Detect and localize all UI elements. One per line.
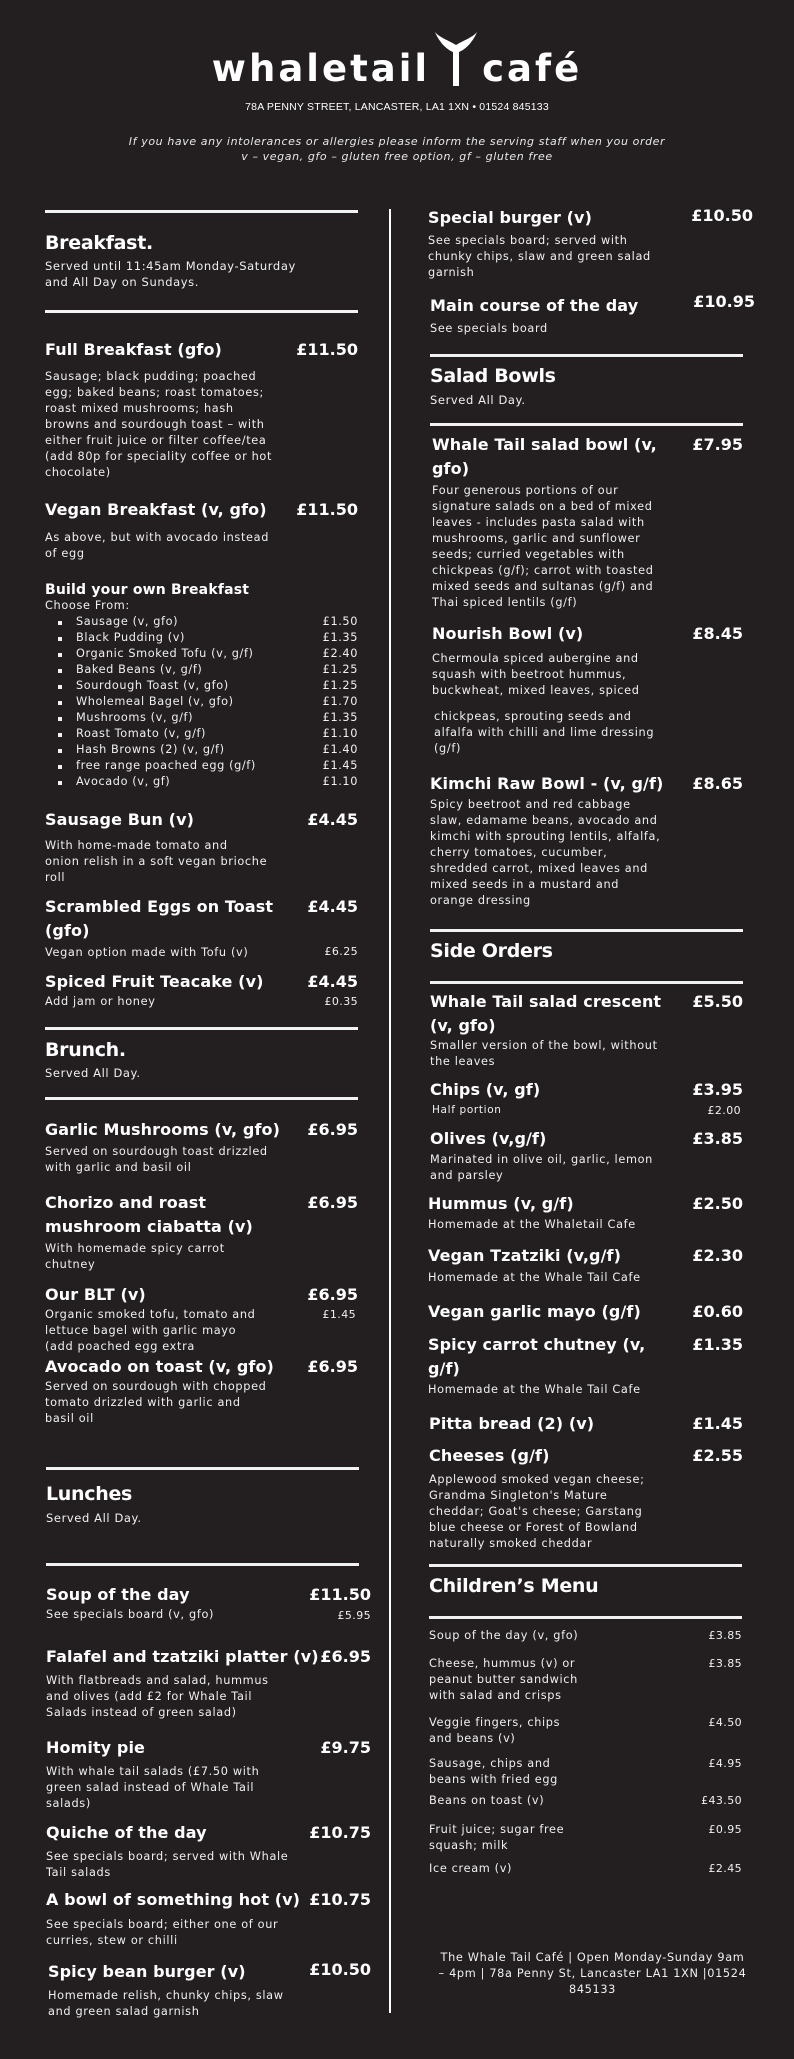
item-name: Nourish Bowl (v) (432, 624, 584, 643)
item-name-cont: mushroom ciabatta (v) (45, 1217, 253, 1236)
kids-item-name: Ice cream (v) (429, 1862, 513, 1875)
menu-item-homity-pie (46, 1736, 371, 1812)
item-price: £6.95 (307, 1120, 358, 1139)
menu-item-hummus (428, 1192, 743, 1233)
item-price: £9.75 (320, 1738, 371, 1757)
item-name: Kimchi Raw Bowl - (v, g/f) (430, 774, 664, 793)
kids-item-name: Soup of the day (v, gfo) (429, 1629, 579, 1642)
item-name: Hummus (v, g/f) (428, 1194, 574, 1213)
divider (430, 423, 743, 426)
menu-item-soup (46, 1583, 371, 1623)
item-name: Main course of the day (430, 296, 639, 315)
item-price: £2.50 (692, 1194, 743, 1213)
divider (429, 1616, 742, 1619)
item-name: Whale Tail salad crescent (430, 992, 662, 1011)
kids-item (429, 1656, 742, 1704)
item-price: £6.95 (307, 1285, 358, 1304)
item-price: £3.85 (692, 1129, 743, 1148)
item-description: See specials board; either one of our curries, stew or chilli (46, 1918, 279, 1947)
kids-item-name: Fruit juice; sugar free squash; milk (429, 1823, 565, 1852)
item-name: A bowl of something hot (v) (46, 1890, 301, 1909)
build-options-list (45, 614, 358, 790)
extra-price: £0.35 (324, 995, 358, 1008)
item-price: £6.95 (307, 1193, 358, 1212)
menu-item-vegan-tzatziki (428, 1244, 743, 1286)
item-description: See specials board; served with Whale Tail salads (46, 1850, 289, 1879)
item-name-cont: g/f) (428, 1359, 460, 1378)
item-price: £1.35 (692, 1335, 743, 1354)
build-option: Black Pudding (v) £1.35 (45, 630, 358, 646)
item-name: Our BLT (v) (45, 1285, 146, 1304)
kids-item (429, 1822, 742, 1854)
item-name: Special burger (v) (428, 208, 593, 227)
menu-item-avocado-toast (45, 1355, 358, 1427)
item-price: £2.55 (692, 1446, 743, 1465)
column-divider (389, 209, 391, 2013)
item-price: £6.95 (307, 1357, 358, 1376)
item-name: Full Breakfast (gfo) (45, 340, 222, 359)
item-name: Soup of the day (46, 1585, 190, 1604)
item-extra: Add jam or honey (45, 995, 156, 1008)
menu-item-garlic-mushrooms (45, 1118, 358, 1176)
menu-item-bowl-something-hot (46, 1888, 371, 1949)
item-description: Homemade at the Whale Tail Cafe (428, 1383, 641, 1396)
item-description: With whale tail salads (£7.50 with green salad instead of Whale Tail salads) (46, 1765, 260, 1810)
build-your-own-breakfast (45, 582, 358, 790)
menu-item-special-burger (428, 206, 753, 281)
item-name-cont: (gfo) (45, 921, 90, 940)
divider (430, 929, 743, 932)
kids-item-name: Cheese, hummus (v) or peanut butter sandwich with salad and crisps (429, 1657, 578, 1702)
footer-line: 845133 (568, 1983, 617, 1996)
item-price: £10.95 (693, 292, 755, 311)
item-price: £4.45 (307, 972, 358, 991)
item-name: Garlic Mushrooms (v, gfo) (45, 1120, 281, 1139)
item-description: As above, but with avocado instead of egg (45, 531, 270, 560)
kids-item-price: £3.85 (708, 1629, 742, 1642)
build-option: Avocado (v, gf) £1.10 (45, 774, 358, 790)
item-price: £10.50 (691, 206, 753, 225)
footer-line: The Whale Tail Café | Open Monday-Sunday 9am (440, 1951, 745, 1964)
extra-price: £6.25 (324, 945, 358, 958)
item-price: £8.45 (692, 624, 743, 643)
menu-item-blt (45, 1283, 358, 1355)
item-name: Vegan Tzatziki (v,g/f) (428, 1246, 622, 1265)
item-name: Vegan Breakfast (v, gfo) (45, 500, 267, 519)
section-title-brunch: Brunch. (45, 1039, 126, 1061)
item-extra: Vegan option made with Tofu (v) (45, 946, 249, 959)
divider (46, 1467, 359, 1470)
item-description: Served on sourdough with chopped tomato drizzled with garlic and basil oil (45, 1380, 267, 1425)
footer-line: – 4pm | 78a Penny St, Lancaster LA1 1XN |01524 (438, 1967, 747, 1980)
item-name: Falafel and tzatziki platter (v) (46, 1647, 319, 1666)
item-name: Olives (v,g/f) (430, 1129, 547, 1148)
section-subtitle-lunches: Served All Day. (46, 1511, 142, 1525)
kids-item-name: Beans on toast (v) (429, 1794, 545, 1807)
kids-item-price: £2.45 (708, 1862, 742, 1875)
item-price: £10.75 (309, 1890, 371, 1909)
item-description: Smaller version of the bowl, without the leaves (430, 1039, 658, 1068)
menu-item-vegan-breakfast (45, 498, 358, 562)
logo (0, 40, 794, 90)
build-option: Sausage (v, gfo) £1.50 (45, 614, 358, 630)
extra-price: £5.95 (337, 1609, 371, 1622)
logo-text-whaletail: whaletail (211, 47, 431, 90)
item-name: Vegan garlic mayo (g/f) (428, 1302, 641, 1321)
item-description: With home-made tomato and onion relish in a soft vegan brioche roll (45, 839, 268, 884)
section-title-salad-bowls: Salad Bowls (430, 365, 556, 387)
menu-item-pitta-bread (429, 1412, 743, 1436)
item-name: Quiche of the day (46, 1823, 207, 1842)
kids-item (429, 1861, 742, 1877)
item-name: Chips (v, gf) (430, 1080, 541, 1099)
item-name: Homity pie (46, 1738, 145, 1757)
menu-item-chips (430, 1078, 743, 1118)
divider (45, 1027, 358, 1030)
item-description: With homemade spicy carrot chutney (45, 1242, 225, 1271)
section-subtitle-brunch: Served All Day. (45, 1066, 141, 1080)
menu-item-kimchi-raw-bowl (430, 772, 743, 909)
menu-item-cheeses (429, 1444, 743, 1552)
item-price: £2.30 (692, 1246, 743, 1265)
item-description-cont: chickpeas, sprouting seeds and alfalfa with chilli and lime dressing (g/f) (434, 710, 655, 755)
section-title-childrens-menu: Children’s Menu (429, 1575, 599, 1597)
item-name: Spiced Fruit Teacake (v) (45, 972, 264, 991)
build-option: Baked Beans (v, g/f) £1.25 (45, 662, 358, 678)
item-description: See specials board (430, 322, 548, 335)
kids-item-price: £0.95 (708, 1823, 742, 1836)
menu-item-olives (430, 1127, 743, 1184)
kids-item (429, 1628, 742, 1644)
item-extra: Half portion (432, 1104, 502, 1116)
section-subtitle-breakfast (45, 258, 296, 290)
item-name-cont: (v, gfo) (430, 1016, 496, 1035)
kids-item-price: £3.85 (708, 1657, 742, 1670)
item-price: £11.50 (296, 340, 358, 359)
item-description: Organic smoked tofu, tomato and lettuce bagel with garlic mayo (add poached egg extra (45, 1308, 256, 1353)
build-option: Wholemeal Bagel (v, gfo) £1.70 (45, 694, 358, 710)
kids-item-price: £4.50 (708, 1716, 742, 1729)
build-option: Hash Browns (2) (v, g/f) £1.40 (45, 742, 358, 758)
logo-text-cafe: café (482, 47, 583, 90)
item-description: Sausage; black pudding; poached egg; baked beans; roast tomatoes; roast mixed mushrooms; hash browns and sourdough toast – with either fruit juice or filter coffee/tea (add 80p for speciality coffee or hot chocolate) (45, 370, 273, 479)
divider (430, 981, 743, 984)
build-option: Roast Tomato (v, g/f) £1.10 (45, 726, 358, 742)
item-price: £8.65 (692, 774, 743, 793)
menu-item-full-breakfast (45, 338, 358, 481)
menu-item-salad-crescent (430, 990, 743, 1070)
item-description: Marinated in olive oil, garlic, lemon and parsley (430, 1153, 653, 1182)
address: 78A PENNY STREET, LANCASTER, LA1 1XN • 01524 845133 (245, 101, 549, 113)
menu-item-chorizo-ciabatta (45, 1191, 358, 1273)
divider (45, 210, 358, 213)
divider (45, 1097, 358, 1100)
kids-item (429, 1793, 742, 1809)
section-title-side-orders: Side Orders (430, 940, 553, 962)
kids-item (429, 1715, 742, 1747)
menu-item-spicy-bean-burger (48, 1960, 371, 2020)
menu-item-falafel-platter (46, 1645, 371, 1721)
item-name: Spicy bean burger (v) (48, 1962, 246, 1981)
item-description: Homemade at the Whale Tail Cafe (428, 1271, 641, 1284)
item-description: Spicy beetroot and red cabbage slaw, edamame beans, avocado and kimchi with sprouting lentils, alfalfa, cherry tomatoes, cucumber, shredded carrot, mixed leaves and mixed seeds in a mustard and orange dressing (430, 798, 661, 907)
item-price: £7.95 (692, 435, 743, 454)
dietary-key: v – vegan, gfo – gluten free option, gf – gluten free (241, 150, 553, 163)
menu-item-sausage-bun (45, 808, 358, 886)
item-name: Whale Tail salad bowl (v, (432, 435, 657, 454)
build-option: free range poached egg (g/f) £1.45 (45, 758, 358, 774)
extra-price: £1.45 (322, 1308, 356, 1321)
item-description: Four generous portions of our signature salads on a bed of mixed leaves - includes pasta salad with mushrooms, garlic and sunflower seeds; curried vegetables with chickpeas (g/f); carrot with toasted mixed seeds and sultanas (g/f) and Thai spiced lentils (g/f) (432, 484, 654, 609)
divider (45, 310, 358, 313)
item-description: Served on sourdough toast drizzled with garlic and basil oil (45, 1145, 268, 1174)
item-extra: See specials board (v, gfo) (46, 1608, 215, 1621)
menu-item-nourish-bowl (432, 622, 743, 757)
kids-item-name: Veggie fingers, chips and beans (v) (429, 1716, 561, 1745)
item-description: Homemade at the Whaletail Cafe (428, 1218, 636, 1231)
subtitle-line: Served until 11:45am Monday-Saturday (45, 259, 296, 273)
whale-tail-icon (432, 30, 480, 88)
divider (430, 354, 743, 357)
item-description: See specials board; served with chunky chips, slaw and green salad garnish (428, 234, 651, 279)
footer (420, 1950, 765, 1998)
item-description: Homemade relish, chunky chips, slaw and green salad garnish (48, 1989, 284, 2018)
kids-item-name: Sausage, chips and beans with fried egg (429, 1757, 559, 1786)
menu-item-teacake (45, 970, 358, 1010)
menu-item-whale-tail-salad-bowl (432, 433, 743, 611)
item-name: Spicy carrot chutney (v, (428, 1335, 646, 1354)
item-price: £0.60 (692, 1302, 743, 1321)
item-price: £4.45 (307, 897, 358, 916)
item-price: £1.45 (692, 1414, 743, 1433)
item-price: £10.75 (309, 1823, 371, 1842)
build-option: Sourdough Toast (v, gfo) £1.25 (45, 678, 358, 694)
build-option: Organic Smoked Tofu (v, g/f) £2.40 (45, 646, 358, 662)
menu-item-scrambled-eggs (45, 895, 358, 961)
section-subtitle-salad-bowls: Served All Day. (430, 393, 526, 407)
menu-item-vegan-garlic-mayo (428, 1300, 743, 1324)
item-price: £3.95 (692, 1080, 743, 1099)
section-title-breakfast: Breakfast. (45, 232, 153, 254)
section-title-lunches: Lunches (46, 1483, 133, 1505)
item-name: Scrambled Eggs on Toast (45, 897, 274, 916)
item-name: Chorizo and roast (45, 1193, 207, 1212)
item-price: £6.95 (320, 1647, 371, 1666)
item-name: Avocado on toast (v, gfo) (45, 1357, 274, 1376)
item-price: £11.50 (296, 500, 358, 519)
build-subtitle: Choose From: (45, 599, 130, 612)
kids-item-price: £4.95 (708, 1757, 742, 1770)
item-name: Pitta bread (2) (v) (429, 1414, 595, 1433)
item-name-cont: gfo) (432, 459, 470, 478)
allergy-notice-line: If you have any intolerances or allergies please inform the serving staff when you order (128, 135, 666, 148)
item-name: Sausage Bun (v) (45, 810, 195, 829)
item-price: £10.50 (309, 1960, 371, 1979)
item-price: £5.50 (692, 992, 743, 1011)
extra-price: £2.00 (707, 1104, 741, 1117)
item-name: Cheeses (g/f) (429, 1446, 550, 1465)
subtitle-line: and All Day on Sundays. (45, 275, 200, 289)
allergy-notice (0, 134, 794, 164)
menu-item-quiche (46, 1821, 371, 1881)
menu-item-main-course (430, 294, 755, 337)
kids-item (429, 1756, 742, 1788)
menu-item-spicy-carrot-chutney (428, 1333, 743, 1398)
item-description: With flatbreads and salad, hummus and olives (add £2 for Whale Tail Salads instead of green salad) (46, 1674, 269, 1719)
build-title: Build your own Breakfast (45, 582, 250, 598)
item-price: £4.45 (307, 810, 358, 829)
divider (429, 1564, 742, 1567)
item-price: £11.50 (309, 1585, 371, 1604)
item-description: Chermoula spiced aubergine and squash with beetroot hummus, buckwheat, mixed leaves, spiced (432, 652, 640, 697)
build-option: Mushrooms (v, g/f) £1.35 (45, 710, 358, 726)
item-description: Applewood smoked vegan cheese; Grandma Singleton's Mature cheddar; Goat's cheese; Garstang blue cheese or Forest of Bowland naturally smoked cheddar (429, 1473, 645, 1550)
kids-item-price: £43.50 (701, 1794, 742, 1807)
divider (46, 1563, 359, 1566)
